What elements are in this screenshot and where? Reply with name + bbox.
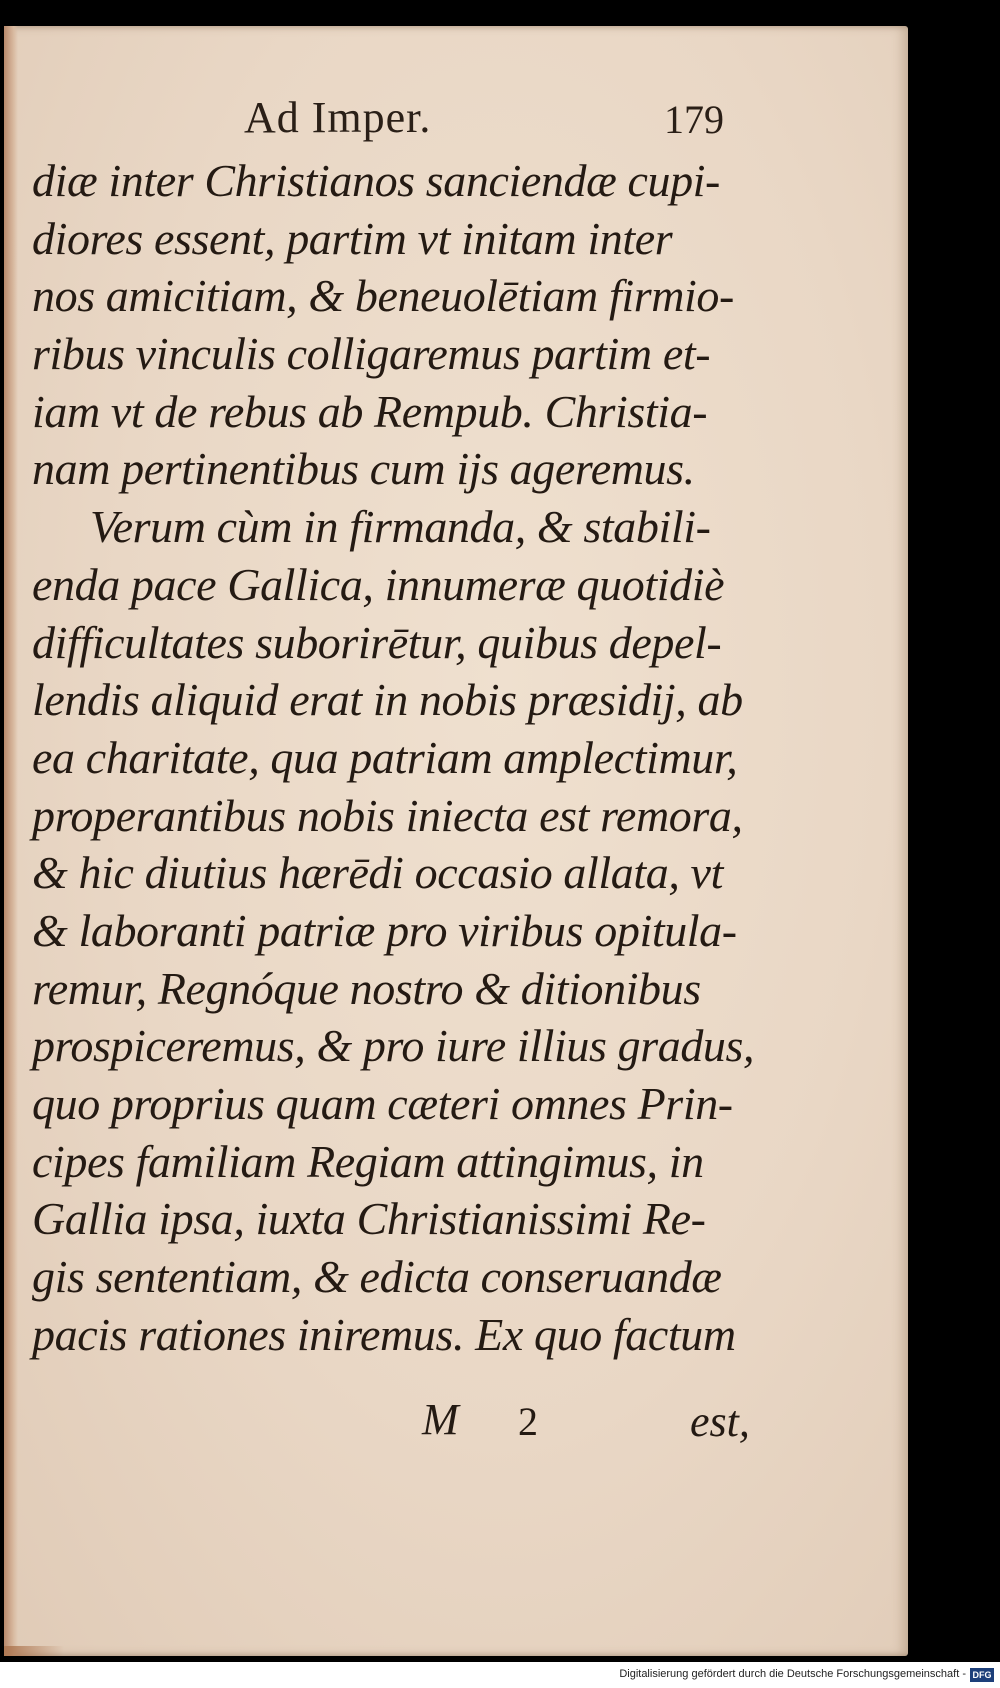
text-line: diæ inter Christianos sanciendæ cupi- [32,155,720,206]
text-line: prospiceremus, & pro iure illius gradus, [32,1020,755,1072]
signature-mark: M [422,1395,459,1444]
text-line: Gallia ipsa, iuxta Christianissimi Re- [32,1193,706,1245]
body-text [32,152,755,1363]
text-line: diores essent, partim vt initam inter [32,212,673,264]
text-line: iam vt de rebus ab Rempub. Christia- [32,385,708,437]
text-line: enda pace Gallica, innumeræ quotidiè [32,558,725,610]
text-line: gis sententiam, & edicta conseruandæ [32,1251,722,1303]
book-page [4,26,908,1656]
footer-bar [0,1662,1000,1688]
text-line: nam pertinentibus cum ijs ageremus. [32,443,695,495]
signature-line [4,1394,908,1454]
text-line: pacis rationes iniremus. Ex quo factum [32,1308,736,1360]
catchword: est, [690,1397,750,1446]
text-line: remur, Regnóque nostro & ditionibus [32,962,701,1014]
page-number: 179 [664,97,724,142]
text-line: ribus vinculis colligaremus partim et- [32,328,711,380]
text-line: & laboranti patriæ pro viribus opitula- [32,904,737,956]
text-line: nos amicitiam, & beneuolētiam firmio- [32,270,734,322]
text-line: & hic diutius hærēdi occasio allata, vt [32,847,723,899]
text-line: properantibus nobis iniecta est remora, [32,789,743,841]
text-line: Verum cùm in firmanda, & stabili- [90,501,711,553]
running-head-title: Ad Imper. [244,93,432,142]
dfg-logo-icon: DFG [970,1668,994,1682]
running-head [4,92,908,152]
text-line: quo proprius quam cæteri omnes Prin- [32,1078,733,1129]
text-line: ea charitate, qua patriam amplectimur, [32,731,738,783]
text-line: difficultates suborirētur, quibus depel- [32,616,722,668]
signature-number: 2 [518,1399,538,1444]
text-line: lendis aliquid erat in nobis præsidij, ab [32,674,743,726]
page-corner-wear [4,1646,64,1656]
funding-credit: Digitalisierung gefördert durch die Deutsche Forschungsgemeinschaft - [619,1668,966,1680]
text-line: cipes familiam Regiam attingimus, in [32,1135,704,1187]
